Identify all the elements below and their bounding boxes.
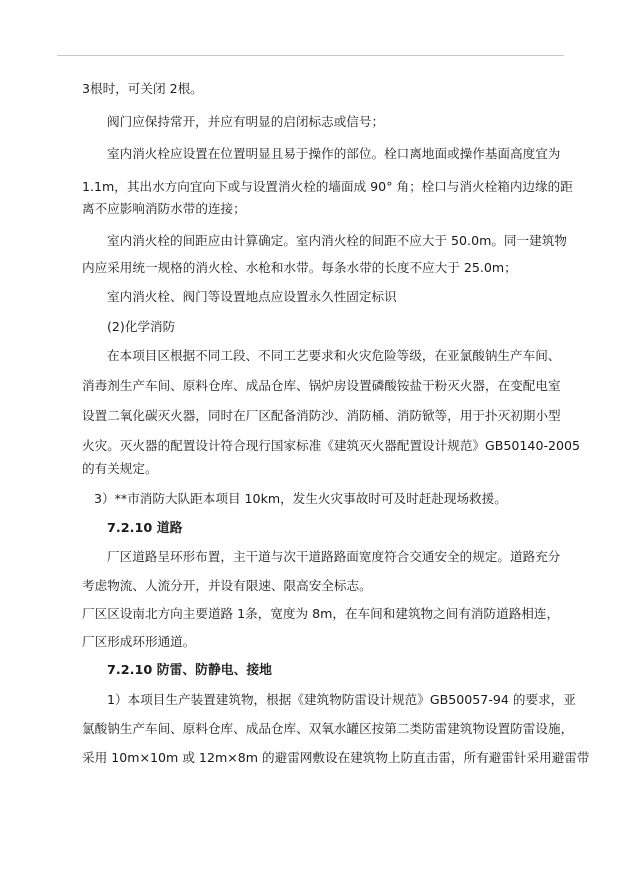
text-line-4: 1.1m，其出水方向宜向下或与设置消火栓的墙面成 90° 角；栓口与消火栓箱内边缘的距 xyxy=(82,179,573,194)
section-heading-roads: 7.2.10 道路 xyxy=(107,521,183,536)
text-line-23: 氯酸钠生产车间、原料仓库、成品仓库、双氧水罐区按第二类防雷建筑物设置防雷设施， xyxy=(82,721,574,736)
text-line-22: 1）本项目生产装置建筑物，根据《建筑物防雷设计规范》GB50057-94 的要求，亚 xyxy=(107,692,576,707)
text-line-6: 室内消火栓的间距应由计算确定。室内消火栓的间距不应大于 50.0m。同一建筑物 xyxy=(107,233,567,248)
text-line-19: 厂区区设南北方向主要道路 1条，宽度为 8m，在车间和建筑物之间有消防道路相连， xyxy=(82,606,560,621)
text-line-18: 考虑物流、人流分开，并设有限速、限高安全标志。 xyxy=(82,578,372,593)
text-line-13: 火灾。灭火器的配置设计符合现行国家标准《建筑灭火器配置设计规范》GB50140-2005 xyxy=(82,438,581,453)
section-heading-lightning: 7.2.10 防雷、防静电、接地 xyxy=(107,663,272,678)
text-line-11: 消毒剂生产车间、原料仓库、成品仓库、锅炉房设置磷酸铵盐干粉灭火器，在变配电室 xyxy=(82,378,561,393)
text-line-12: 设置二氧化碳灭火器，同时在厂区配备消防沙、消防桶、消防锨等，用于扑灭初期小型 xyxy=(82,408,561,423)
text-line-3: 室内消火栓应设置在位置明显且易于操作的部位。栓口离地面或操作基面高度宜为 xyxy=(107,146,561,161)
text-line-5: 离不应影响消防水带的连接； xyxy=(82,201,246,216)
text-line-1: 3根时，可关闭 2根。 xyxy=(82,81,203,96)
text-line-7: 内应采用统一规格的消火栓、水枪和水带。每条水带的长度不应大于 25.0m； xyxy=(82,260,517,275)
text-line-14: 的有关规定。 xyxy=(82,461,158,476)
text-line-17: 厂区道路呈环形布置，主干道与次干道路路面宽度符合交通安全的规定。道路充分 xyxy=(107,549,561,564)
section-heading-chemical-fire: (2)化学消防 xyxy=(107,319,176,334)
text-line-20: 厂区形成环形通道。 xyxy=(82,634,196,649)
text-line-2: 阀门应保持常开，并应有明显的启闭标志或信号； xyxy=(107,114,385,129)
text-line-8: 室内消火栓、阀门等设置地点应设置永久性固定标识 xyxy=(107,289,397,304)
text-line-24: 采用 10m×10m 或 12m×8m 的避雷网敷设在建筑物上防直击雷，所有避雷针采用避雷带 xyxy=(82,750,590,765)
text-line-15: 3）**市消防大队距本项目 10km，发生火灾事故时可及时赶赴现场救援。 xyxy=(94,491,507,506)
text-line-10: 在本项目区根据不同工段、不同工艺要求和火灾危险等级，在亚氯酸钠生产车间、 xyxy=(107,348,561,363)
header-rule xyxy=(57,55,564,56)
